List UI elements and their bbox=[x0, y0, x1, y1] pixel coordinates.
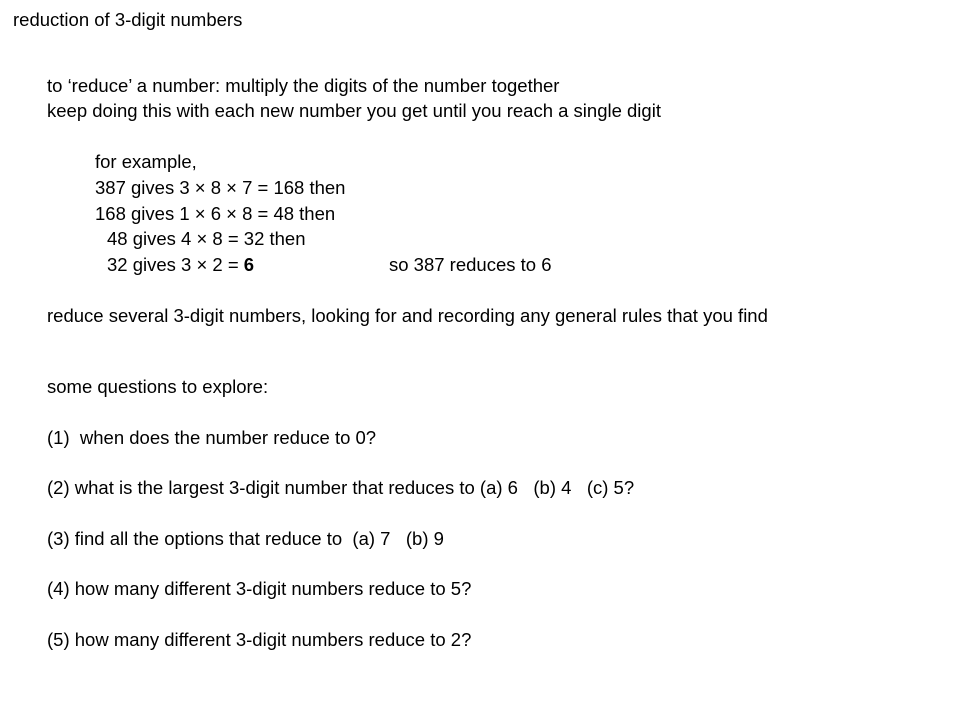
question-3: (3) find all the options that reduce to (a) 7 (b) 9 bbox=[47, 528, 444, 549]
example-conclusion: so 387 reduces to 6 bbox=[389, 254, 552, 275]
example-step-1: 387 gives 3 × 8 × 7 = 168 then bbox=[95, 177, 346, 198]
example-step-4 bbox=[107, 254, 254, 276]
task-instruction: reduce several 3-digit numbers, looking for and recording any general rules that you find bbox=[47, 305, 768, 326]
intro-line-2: keep doing this with each new number you get until you reach a single digit bbox=[47, 100, 661, 121]
questions-heading: some questions to explore: bbox=[47, 376, 269, 397]
page-title: reduction of 3-digit numbers bbox=[13, 9, 243, 30]
question-5: (5) how many different 3-digit numbers reduce to 2? bbox=[47, 629, 472, 650]
question-2: (2) what is the largest 3-digit number that reduces to (a) 6 (b) 4 (c) 5? bbox=[47, 477, 635, 498]
example-step-3: 48 gives 4 × 8 = 32 then bbox=[107, 228, 306, 249]
question-4: (4) how many different 3-digit numbers reduce to 5? bbox=[47, 578, 472, 599]
example-step-4-result: 6 bbox=[243, 254, 255, 275]
example-step-2: 168 gives 1 × 6 × 8 = 48 then bbox=[95, 203, 336, 224]
example-step-4-text: 32 gives 3 × 2 = bbox=[107, 254, 244, 275]
intro-line-1: to ‘reduce’ a number: multiply the digits of the number together bbox=[47, 75, 560, 96]
question-1: (1) when does the number reduce to 0? bbox=[47, 427, 377, 448]
example-heading: for example, bbox=[95, 151, 197, 172]
